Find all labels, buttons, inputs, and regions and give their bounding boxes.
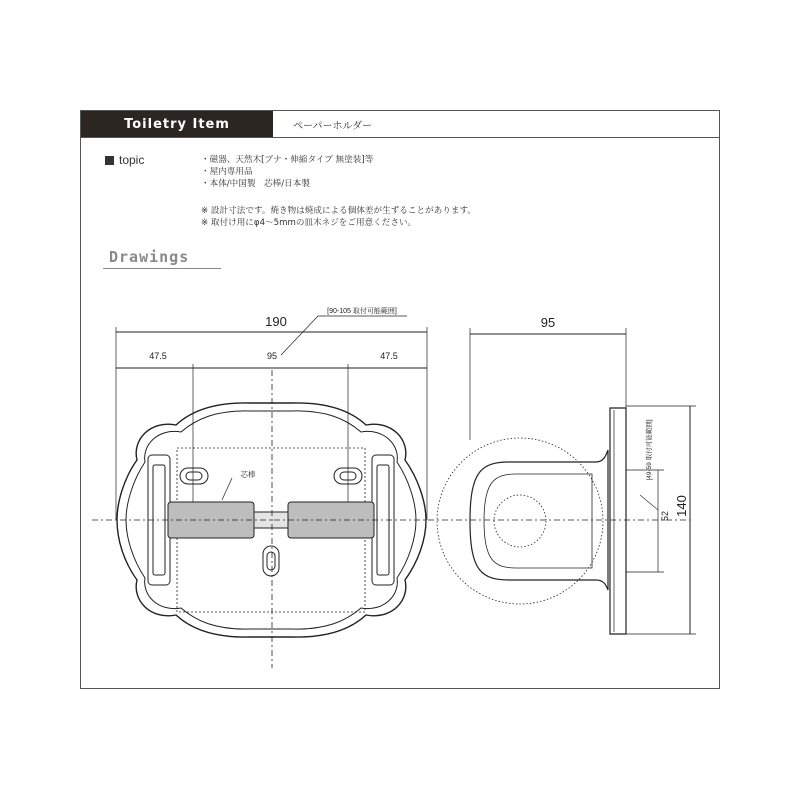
dim-total-width: 190 [265, 314, 287, 329]
dim-hole-spacing: 52 [660, 510, 670, 522]
spec-line: ・本体/中国製 芯棒/日本製 [201, 179, 310, 189]
dim-center: 95 [266, 351, 278, 361]
core-label: 芯棒 [240, 470, 256, 479]
category-badge: Toiletry Item [81, 111, 273, 137]
front-view [92, 316, 690, 668]
dim-side-right: 47.5 [380, 351, 398, 361]
range-note-front: [90-105 取付可能範囲] [327, 308, 397, 315]
slot-bottom-inner [267, 552, 275, 570]
roll-circle-dotted [437, 438, 603, 604]
note-line: ※ 設計寸法です。焼き物は焼成による個体差が生ずることがあります。 [201, 206, 476, 216]
range-note-side: [49-59 取付可能範囲] [646, 419, 653, 481]
spec-line: ・屋内専用品 [201, 167, 253, 177]
base-plate [610, 408, 626, 634]
slot-bottom [263, 546, 279, 576]
spec-line: ・磁器、天然木[ブナ・伸縮タイプ 無塗装]等 [201, 155, 374, 165]
topic-label: topic [119, 153, 145, 167]
drawings-title: Drawings [109, 248, 190, 266]
core-leader [222, 478, 232, 500]
side-view [437, 328, 696, 634]
slot-left-inner [186, 472, 202, 480]
hole-leader [640, 495, 658, 510]
note-line: ※ 取付け用にφ4〜5mmの皿木ネジをご用意ください。 [201, 218, 417, 228]
product-name: ペーパーホルダー [293, 121, 373, 132]
dim-depth: 95 [540, 315, 556, 330]
core-circle-dotted [494, 495, 546, 547]
arm-profile-inner [484, 474, 592, 568]
slot-left [180, 468, 208, 484]
dim-side-left: 47.5 [149, 351, 167, 361]
dim-height: 140 [674, 495, 689, 517]
